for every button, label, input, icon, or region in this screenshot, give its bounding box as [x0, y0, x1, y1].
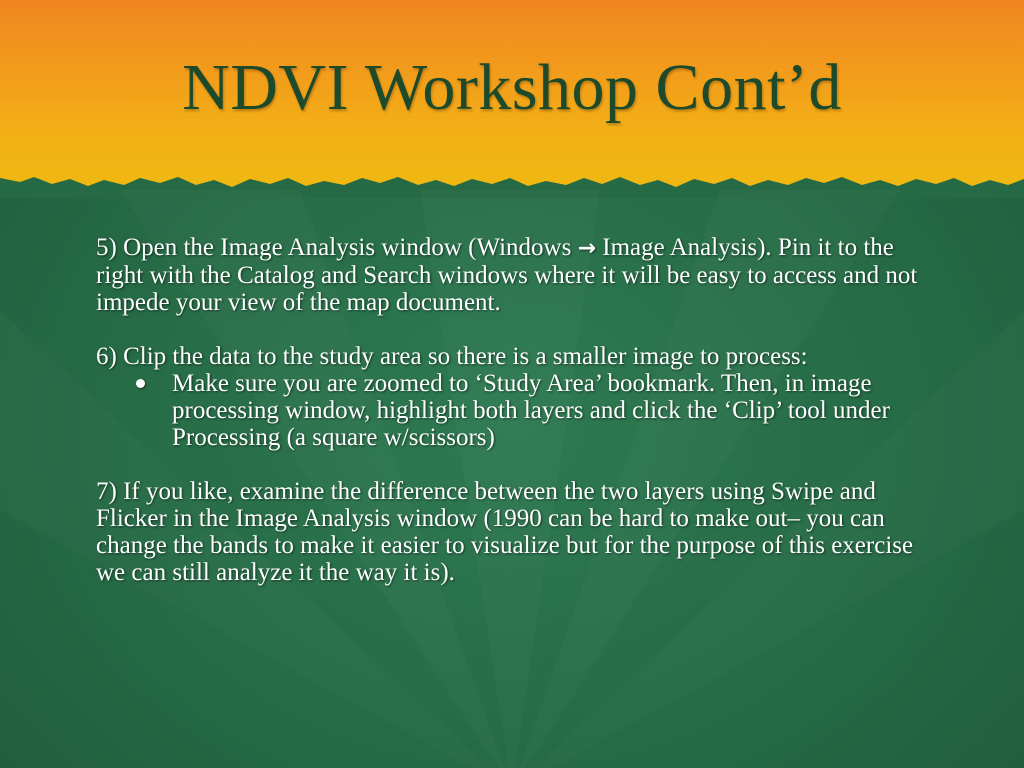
paragraph-spacer	[96, 451, 936, 478]
step-5-text-after-arrow: Image Analysis). Pin it to the right with the Catalog and Search windows where it will be easy to access and not impede your view of the map document.	[96, 234, 918, 316]
list-item	[96, 370, 936, 451]
step-7-text: 7) If you like, examine the difference between the two layers using Swipe and Flicker in the Image Analysis window (1990 can be hard to make out– you can change the bands to make it easier to visualize but for the purpose of this exercise we can still analyze it the way it is).	[96, 478, 914, 586]
step-6-bullet-text: Make sure you are zoomed to ‘Study Area’ bookmark. Then, in image processing window, highlight both layers and click the ‘Clip’ tool under Processing (a square w/scissors)	[172, 370, 890, 451]
right-arrow-icon: →	[577, 236, 596, 261]
paragraph-spacer	[96, 316, 936, 343]
slide-body	[96, 234, 936, 586]
slide-title: NDVI Workshop Cont’d	[182, 51, 842, 124]
bullet-dot-icon	[136, 379, 145, 388]
step-6-text: 6) Clip the data to the study area so there is a smaller image to process:	[96, 343, 808, 370]
step-6-bullet-list	[96, 370, 936, 451]
step-5-text	[96, 234, 936, 316]
step-5-text-before-arrow: 5) Open the Image Analysis window (Windows	[96, 234, 578, 261]
